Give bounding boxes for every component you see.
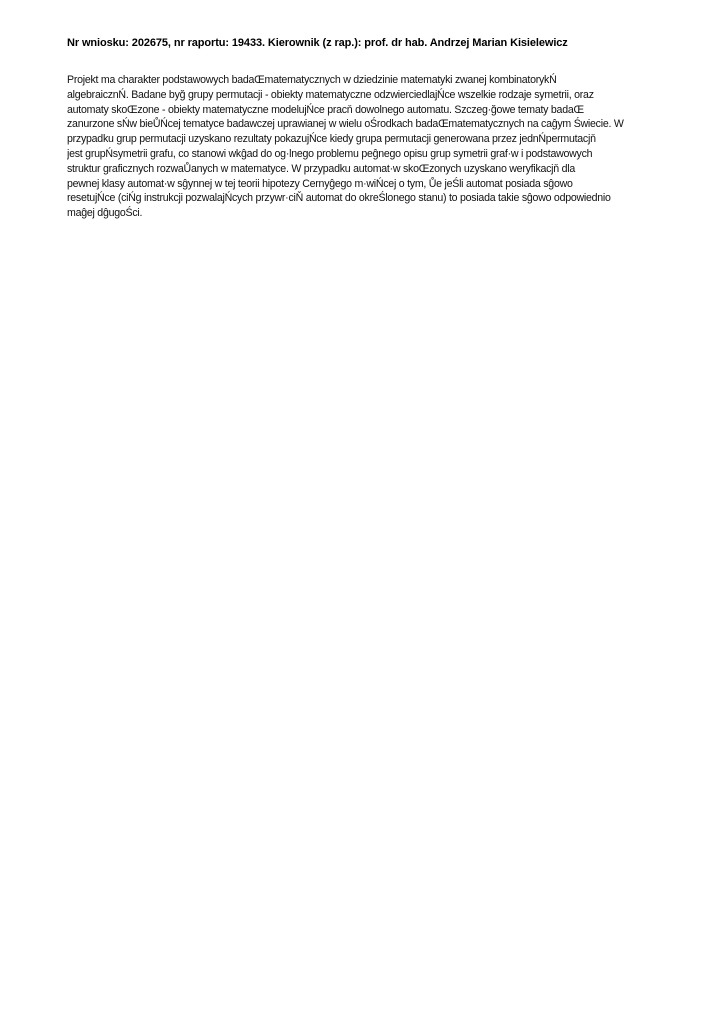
abstract-line: Projekt ma charakter podstawowych badaŒmatematycznych w dziedzinie matematyki zwanej kombinatorykŃ bbox=[67, 74, 557, 86]
abstract-line: automaty skoŒzone - obiekty matematyczne modelujŃce pracň dowolnego automatu. Szczeg·ğowe tematy badaŒ bbox=[67, 103, 584, 116]
abstract-line: jest grupŃsymetrii grafu, co stanowi wkĝad do og·lnego problemu peĝnego opisu grup symetrii graf·w i podstawowych bbox=[67, 147, 593, 160]
abstract-line: przypadku grup permutacji uzyskano rezultaty pokazujŃce kiedy grupa permutacji generowana przez jednŃpermutacjň bbox=[67, 133, 596, 146]
abstract-line: maĝej dĝugoŚci. bbox=[67, 207, 143, 220]
report-header: Nr wniosku: 202675, nr raportu: 19433. Kierownik (z rap.): prof. dr hab. Andrzej Marian Kisielewicz bbox=[67, 37, 568, 49]
abstract-line: pewnej klasy automat·w sĝynnej w tej teorii hipotezy Cernyĝego m·wiŃcej o tym, Ůe jeŚli automat posiada sĝowo bbox=[67, 177, 573, 190]
abstract-line: struktur graficznych rozwaŮanych w matematyce. W przypadku automat·w skoŒzonych uzyskano weryfikacjň dla bbox=[67, 162, 576, 175]
abstract-line: resetujŃce (ciŃg instrukcji pozwalajŃcych przywr·ciŇ automat do okreŚlonego stanu) to posiada takie sĝowo odpowiednio bbox=[67, 192, 611, 205]
abstract-line: algebraicznŃ. Badane byğ grupy permutacji - obiekty matematyczne odzwierciedlajŃce wszelkie rodzaje symetrii, oraz bbox=[67, 88, 594, 101]
abstract-line: zanurzone sŃw bieŮŃcej tematyce badawczej uprawianej w wielu oŚrodkach badaŒmatematycznych na caĝym Świecie. W bbox=[67, 118, 624, 131]
abstract-paragraph bbox=[67, 73, 687, 221]
